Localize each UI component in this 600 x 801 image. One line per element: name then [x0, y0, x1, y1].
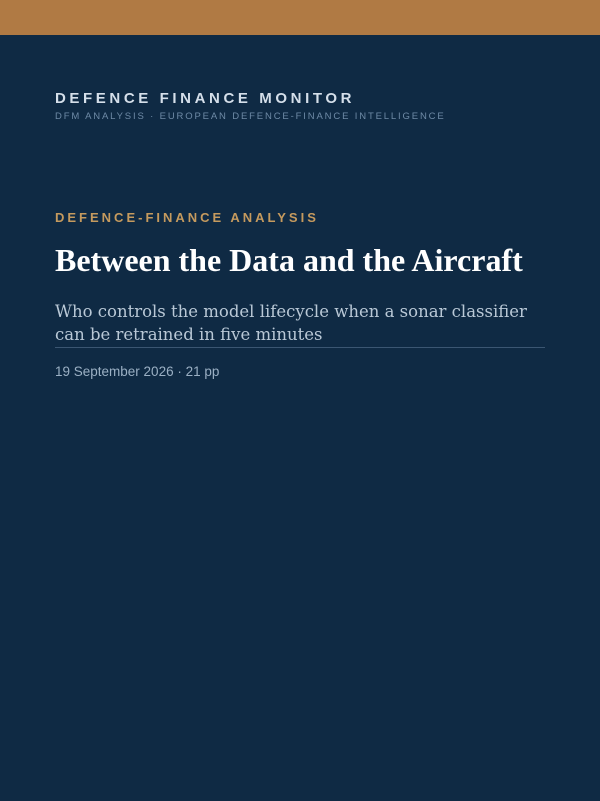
page-title: Between the Data and the Aircraft	[55, 242, 523, 278]
masthead	[55, 90, 560, 123]
publication-tagline: DFM ANALYSIS · EUROPEAN DEFENCE-FINANCE INTELLIGENCE	[55, 111, 446, 122]
section-kicker: DEFENCE-FINANCE ANALYSIS	[55, 210, 319, 225]
top-accent-bar	[0, 0, 600, 35]
page-subtitle: Who controls the model lifecycle when a sonar classifier can be retrained in five minutes	[55, 300, 545, 348]
publication-meta: 19 September 2026 · 21 pp	[55, 364, 220, 379]
cover-content	[55, 210, 545, 380]
publication-title: DEFENCE FINANCE MONITOR	[55, 90, 356, 107]
